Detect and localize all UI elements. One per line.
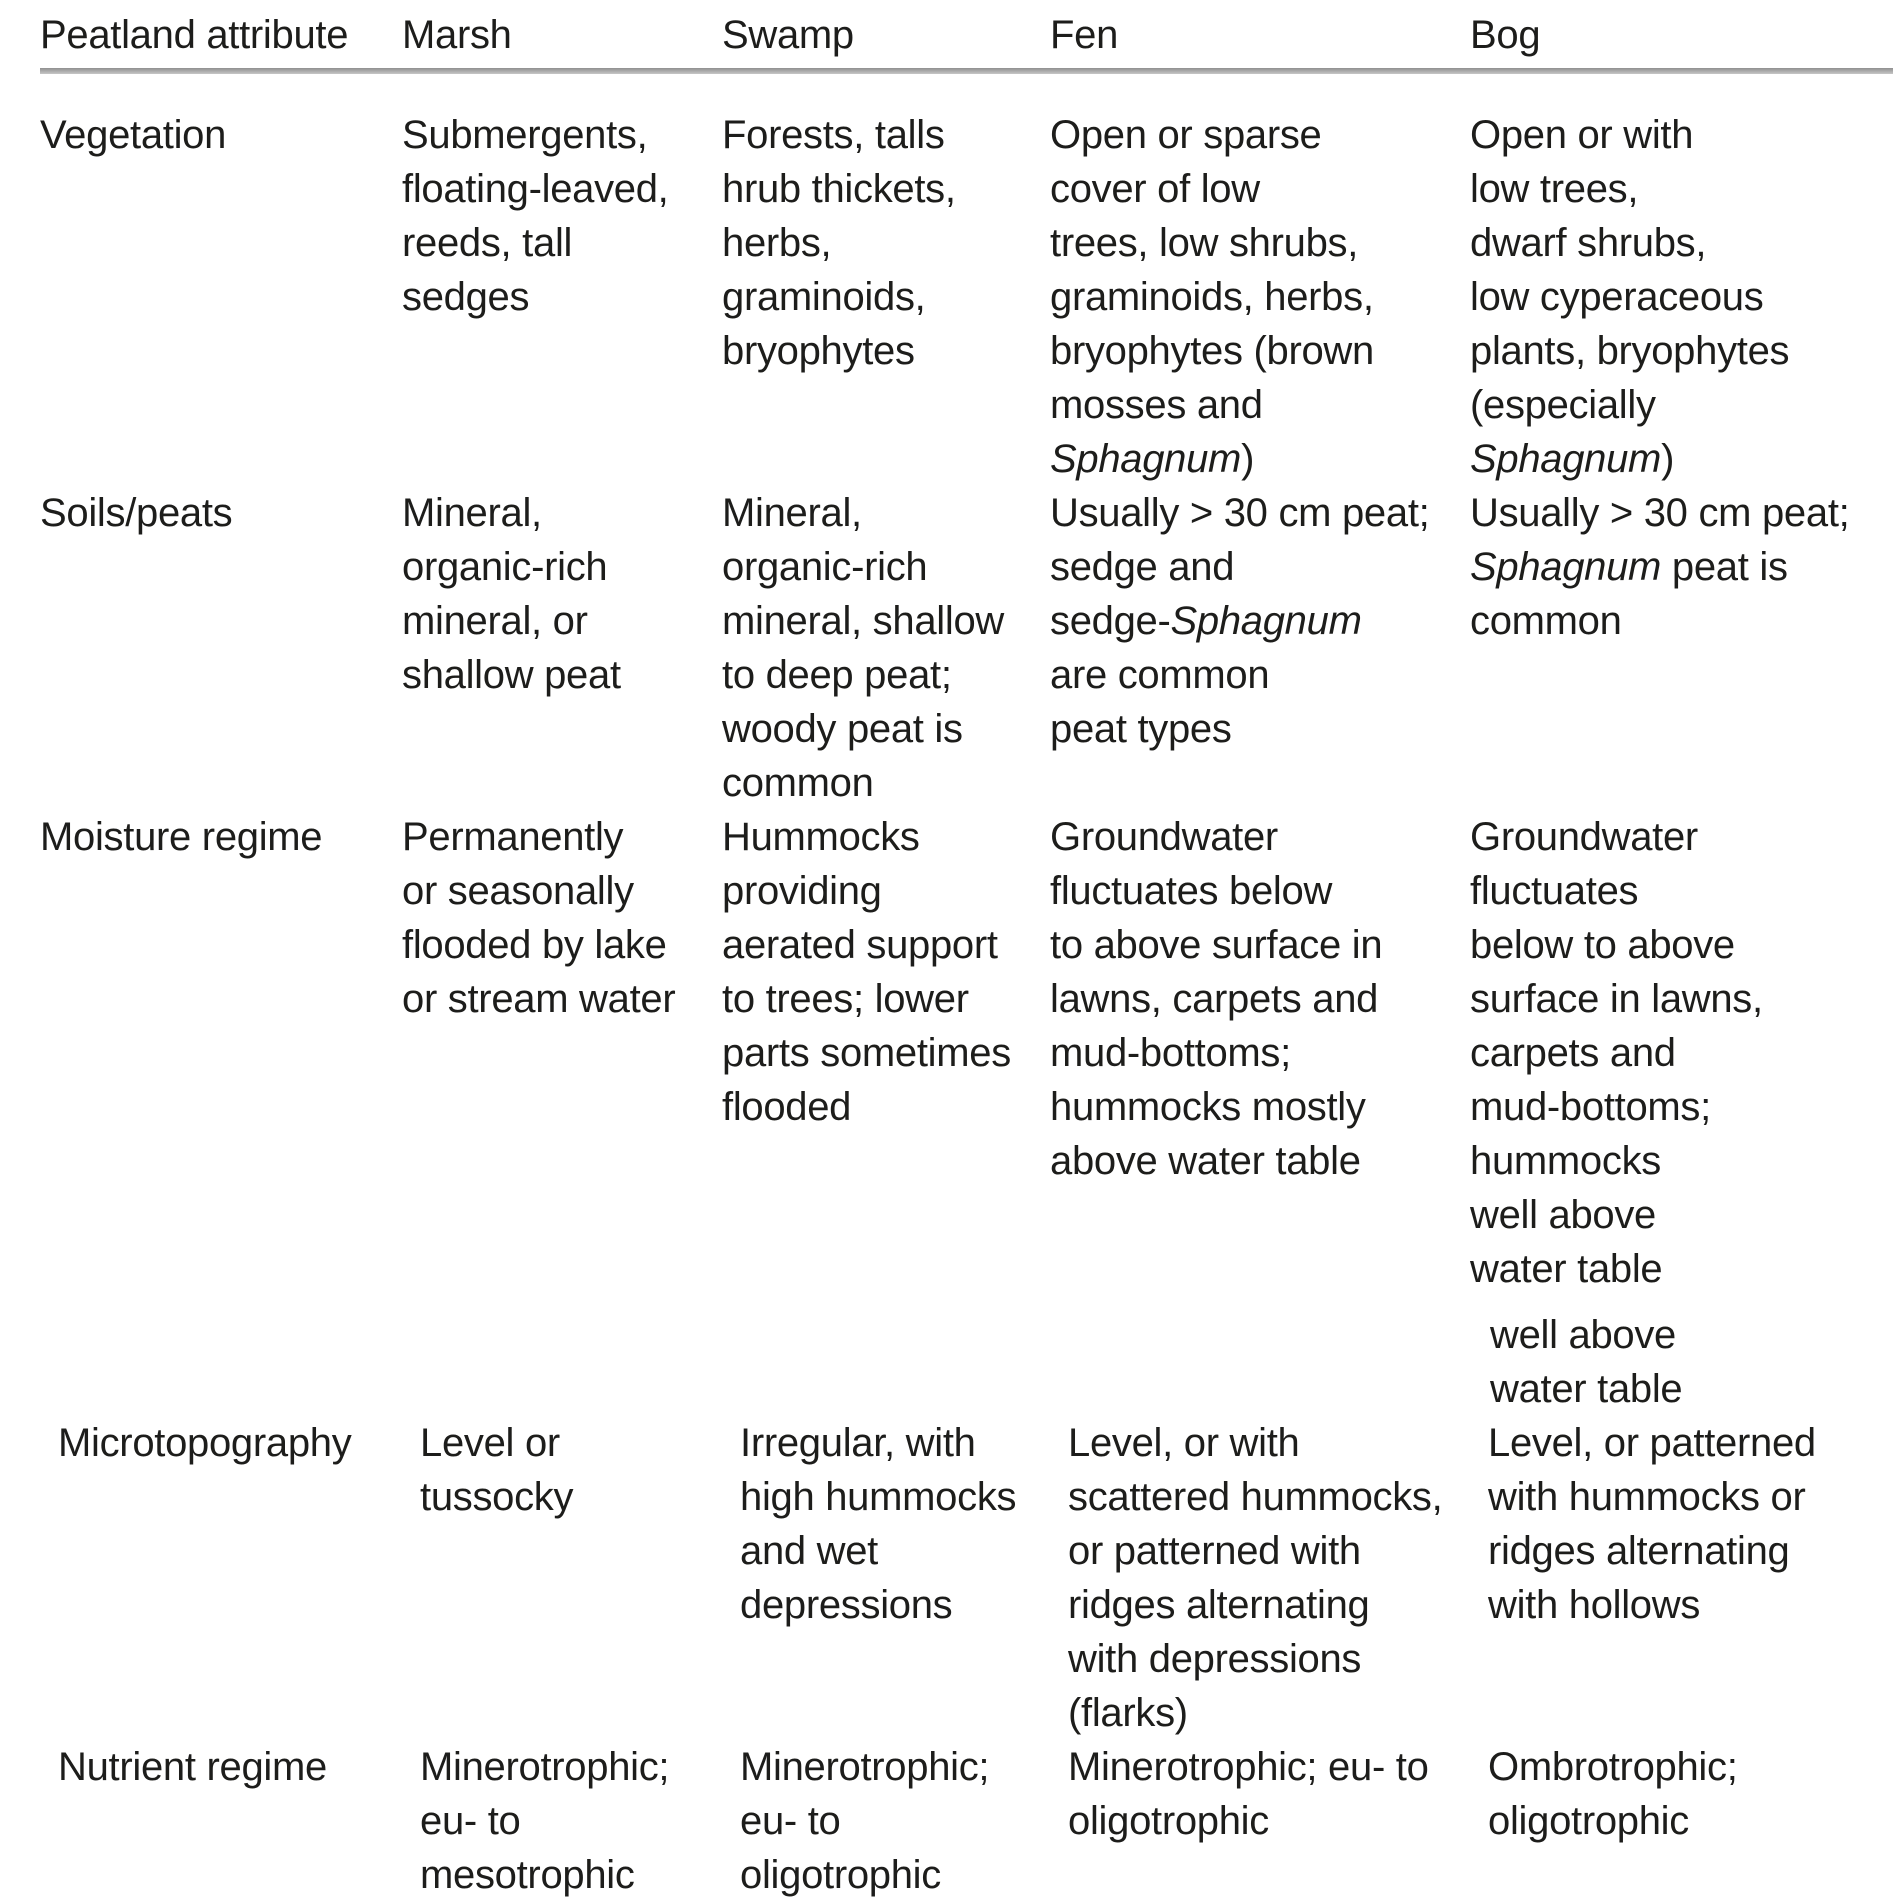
cell-line: with depressions <box>1068 1637 1362 1681</box>
row-attribute-label: Moisture regime <box>40 815 323 859</box>
cell-text-block <box>740 1740 1068 1902</box>
cell-line: graminoids, herbs, <box>1050 275 1374 319</box>
cell-swamp <box>722 810 1050 1134</box>
cell-swamp <box>740 1740 1068 1902</box>
cell-line: oligotrophic <box>1068 1799 1269 1843</box>
cell-line: Minerotrophic; eu- to <box>1068 1745 1429 1789</box>
cell-line: eu- to <box>740 1799 841 1843</box>
header-fen: Fen <box>1050 13 1119 57</box>
cell-text-block <box>402 486 722 702</box>
cell-line: mineral, or <box>402 599 588 643</box>
cell-text-block <box>722 108 1050 378</box>
cell-line: or patterned with <box>1068 1529 1361 1573</box>
cell-line: oligotrophic <box>740 1853 941 1897</box>
cell-text-block <box>1050 108 1470 486</box>
cell-text-block <box>420 1416 740 1524</box>
cell-line: low cyperaceous <box>1470 275 1764 319</box>
cell-line: Submergents, <box>402 113 648 157</box>
cell-swamp <box>722 108 1050 378</box>
cell-line: to deep peat; <box>722 653 952 697</box>
cell-text-block <box>1470 1308 1903 1416</box>
cell-line: Sphagnum) <box>1050 437 1255 481</box>
cell-text-block <box>1050 810 1470 1188</box>
cell-text-block <box>1488 1416 1903 1632</box>
cell-line: or seasonally <box>402 869 634 913</box>
cell-line: to trees; lower <box>722 977 969 1021</box>
cell-line: parts sometimes <box>722 1031 1011 1075</box>
cell-line: well above <box>1490 1313 1677 1357</box>
cell-line: Usually > 30 cm peat; <box>1470 491 1850 535</box>
cell-line: flooded <box>722 1085 852 1129</box>
cell-line: with hollows <box>1488 1583 1701 1627</box>
cell-line: Mineral, <box>402 491 542 535</box>
cell-marsh <box>420 1740 740 1902</box>
cell-line: Sphagnum peat is <box>1470 545 1788 589</box>
cell-marsh <box>402 108 722 324</box>
cell-line: reeds, tall <box>402 221 573 265</box>
cell-marsh <box>402 810 722 1026</box>
row-attribute-label: Vegetation <box>40 113 227 157</box>
cell-line: graminoids, <box>722 275 926 319</box>
cell-line: or stream water <box>402 977 676 1021</box>
cell-line: depressions <box>740 1583 953 1627</box>
cell-line: peat types <box>1050 707 1232 751</box>
cell-line: Forests, talls <box>722 113 945 157</box>
cell-line: plants, bryophytes <box>1470 329 1790 373</box>
cell-line: scattered hummocks, <box>1068 1475 1443 1519</box>
header-bog: Bog <box>1470 13 1541 57</box>
cell-text-block <box>1470 486 1903 648</box>
cell-fen <box>1050 108 1470 486</box>
cell-line: sedge-Sphagnum <box>1050 599 1362 643</box>
cell-swamp <box>722 486 1050 810</box>
row-attribute-label: Microtopography <box>58 1421 352 1465</box>
cell-text-block <box>1470 810 1903 1296</box>
header-rule-divider <box>40 68 1893 74</box>
cell-line: fluctuates <box>1470 869 1639 913</box>
cell-line: bryophytes (brown <box>1050 329 1374 373</box>
cell-bog <box>1470 810 1903 1416</box>
cell-line: shallow peat <box>402 653 621 697</box>
cell-line: (especially <box>1470 383 1656 427</box>
table-row-microtopography <box>40 1416 1903 1740</box>
cell-line: fluctuates below <box>1050 869 1333 913</box>
cell-line: trees, low shrubs, <box>1050 221 1359 265</box>
table-body <box>40 108 1903 1902</box>
cell-line: hrub thickets, <box>722 167 956 211</box>
cell-line: carpets and <box>1470 1031 1676 1075</box>
cell-line: hummocks mostly <box>1050 1085 1366 1129</box>
cell-text-block <box>1050 486 1470 756</box>
cell-line: above water table <box>1050 1139 1361 1183</box>
cell-line: sedge and <box>1050 545 1235 589</box>
cell-line: with hummocks or <box>1488 1475 1806 1519</box>
header-marsh: Marsh <box>402 13 512 57</box>
cell-line: Level or <box>420 1421 560 1465</box>
cell-text-block <box>420 1740 740 1902</box>
cell-line: organic-rich <box>402 545 608 589</box>
cell-line: common <box>722 761 874 805</box>
cell-line: dwarf shrubs, <box>1470 221 1707 265</box>
cell-line: tussocky <box>420 1475 574 1519</box>
cell-line: sedges <box>402 275 530 319</box>
cell-text-block <box>722 486 1050 810</box>
cell-line: eu- to <box>420 1799 521 1843</box>
cell-line: well above <box>1470 1193 1657 1237</box>
cell-line: Minerotrophic; <box>740 1745 990 1789</box>
cell-text-block <box>1488 1740 1903 1848</box>
cell-text-block <box>1470 108 1903 486</box>
cell-marsh <box>402 486 722 702</box>
cell-line: surface in lawns, <box>1470 977 1763 1021</box>
cell-line: Minerotrophic; <box>420 1745 670 1789</box>
header-peatland-attribute: Peatland attribute <box>40 13 349 57</box>
cell-line: mesotrophic <box>420 1853 635 1897</box>
cell-line: Open or with <box>1470 113 1694 157</box>
cell-text-block <box>740 1416 1068 1632</box>
cell-line: flooded by lake <box>402 923 667 967</box>
cell-text-block <box>722 810 1050 1134</box>
cell-line: ridges alternating <box>1068 1583 1370 1627</box>
cell-swamp <box>740 1416 1068 1632</box>
cell-line: (flarks) <box>1068 1691 1188 1735</box>
cell-line: water table <box>1470 1247 1663 1291</box>
cell-line: Ombrotrophic; <box>1488 1745 1738 1789</box>
cell-line: and wet <box>740 1529 878 1573</box>
cell-line: Level, or with <box>1068 1421 1300 1465</box>
cell-line: oligotrophic <box>1488 1799 1689 1843</box>
cell-line: herbs, <box>722 221 832 265</box>
cell-fen <box>1050 486 1470 756</box>
cell-fen <box>1050 810 1470 1188</box>
cell-line: Groundwater <box>1470 815 1698 859</box>
cell-line: floating-leaved, <box>402 167 669 211</box>
cell-line: mineral, shallow <box>722 599 1004 643</box>
cell-line: Irregular, with <box>740 1421 976 1465</box>
cell-line: below to above <box>1470 923 1735 967</box>
cell-line: Level, or patterned <box>1488 1421 1816 1465</box>
row-attribute-label: Nutrient regime <box>58 1745 327 1789</box>
cell-line: mud-bottoms; <box>1050 1031 1291 1075</box>
table-row-vegetation <box>40 108 1903 486</box>
table-row-soils-peats <box>40 486 1903 810</box>
cell-line: woody peat is <box>722 707 963 751</box>
cell-text-block <box>1068 1416 1488 1740</box>
cell-line: are common <box>1050 653 1270 697</box>
cell-line: hummocks <box>1470 1139 1661 1183</box>
cell-line: providing <box>722 869 882 913</box>
cell-bog <box>1470 486 1903 648</box>
cell-text-block <box>402 810 722 1026</box>
cell-line: Mineral, <box>722 491 862 535</box>
cell-text-block <box>402 108 722 324</box>
cell-line: common <box>1470 599 1622 643</box>
cell-line: water table <box>1490 1367 1683 1411</box>
cell-bog <box>1488 1416 1903 1632</box>
cell-line: organic-rich <box>722 545 928 589</box>
cell-line: bryophytes <box>722 329 915 373</box>
cell-line: high hummocks <box>740 1475 1017 1519</box>
cell-bog <box>1470 108 1903 486</box>
table-header-row <box>40 8 1903 62</box>
row-attribute-label: Soils/peats <box>40 491 233 535</box>
cell-line: Permanently <box>402 815 624 859</box>
cell-marsh <box>420 1416 740 1524</box>
cell-line: Groundwater <box>1050 815 1278 859</box>
cell-line: cover of low <box>1050 167 1260 211</box>
cell-line: low trees, <box>1470 167 1639 211</box>
cell-fen <box>1068 1416 1488 1740</box>
cell-fen <box>1068 1740 1488 1848</box>
cell-line: aerated support <box>722 923 998 967</box>
cell-line: mosses and <box>1050 383 1263 427</box>
cell-text-block <box>1068 1740 1488 1848</box>
cell-line: to above surface in <box>1050 923 1383 967</box>
cell-line: Sphagnum) <box>1470 437 1675 481</box>
cell-line: mud-bottoms; <box>1470 1085 1711 1129</box>
cell-bog <box>1488 1740 1903 1848</box>
cell-line: ridges alternating <box>1488 1529 1790 1573</box>
cell-line: Usually > 30 cm peat; <box>1050 491 1430 535</box>
table-row-nutrient-regime <box>40 1740 1903 1902</box>
table-row-moisture-regime <box>40 810 1903 1416</box>
cell-line: lawns, carpets and <box>1050 977 1379 1021</box>
header-swamp: Swamp <box>722 13 854 57</box>
cell-line: Hummocks <box>722 815 920 859</box>
cell-line: Open or sparse <box>1050 113 1322 157</box>
